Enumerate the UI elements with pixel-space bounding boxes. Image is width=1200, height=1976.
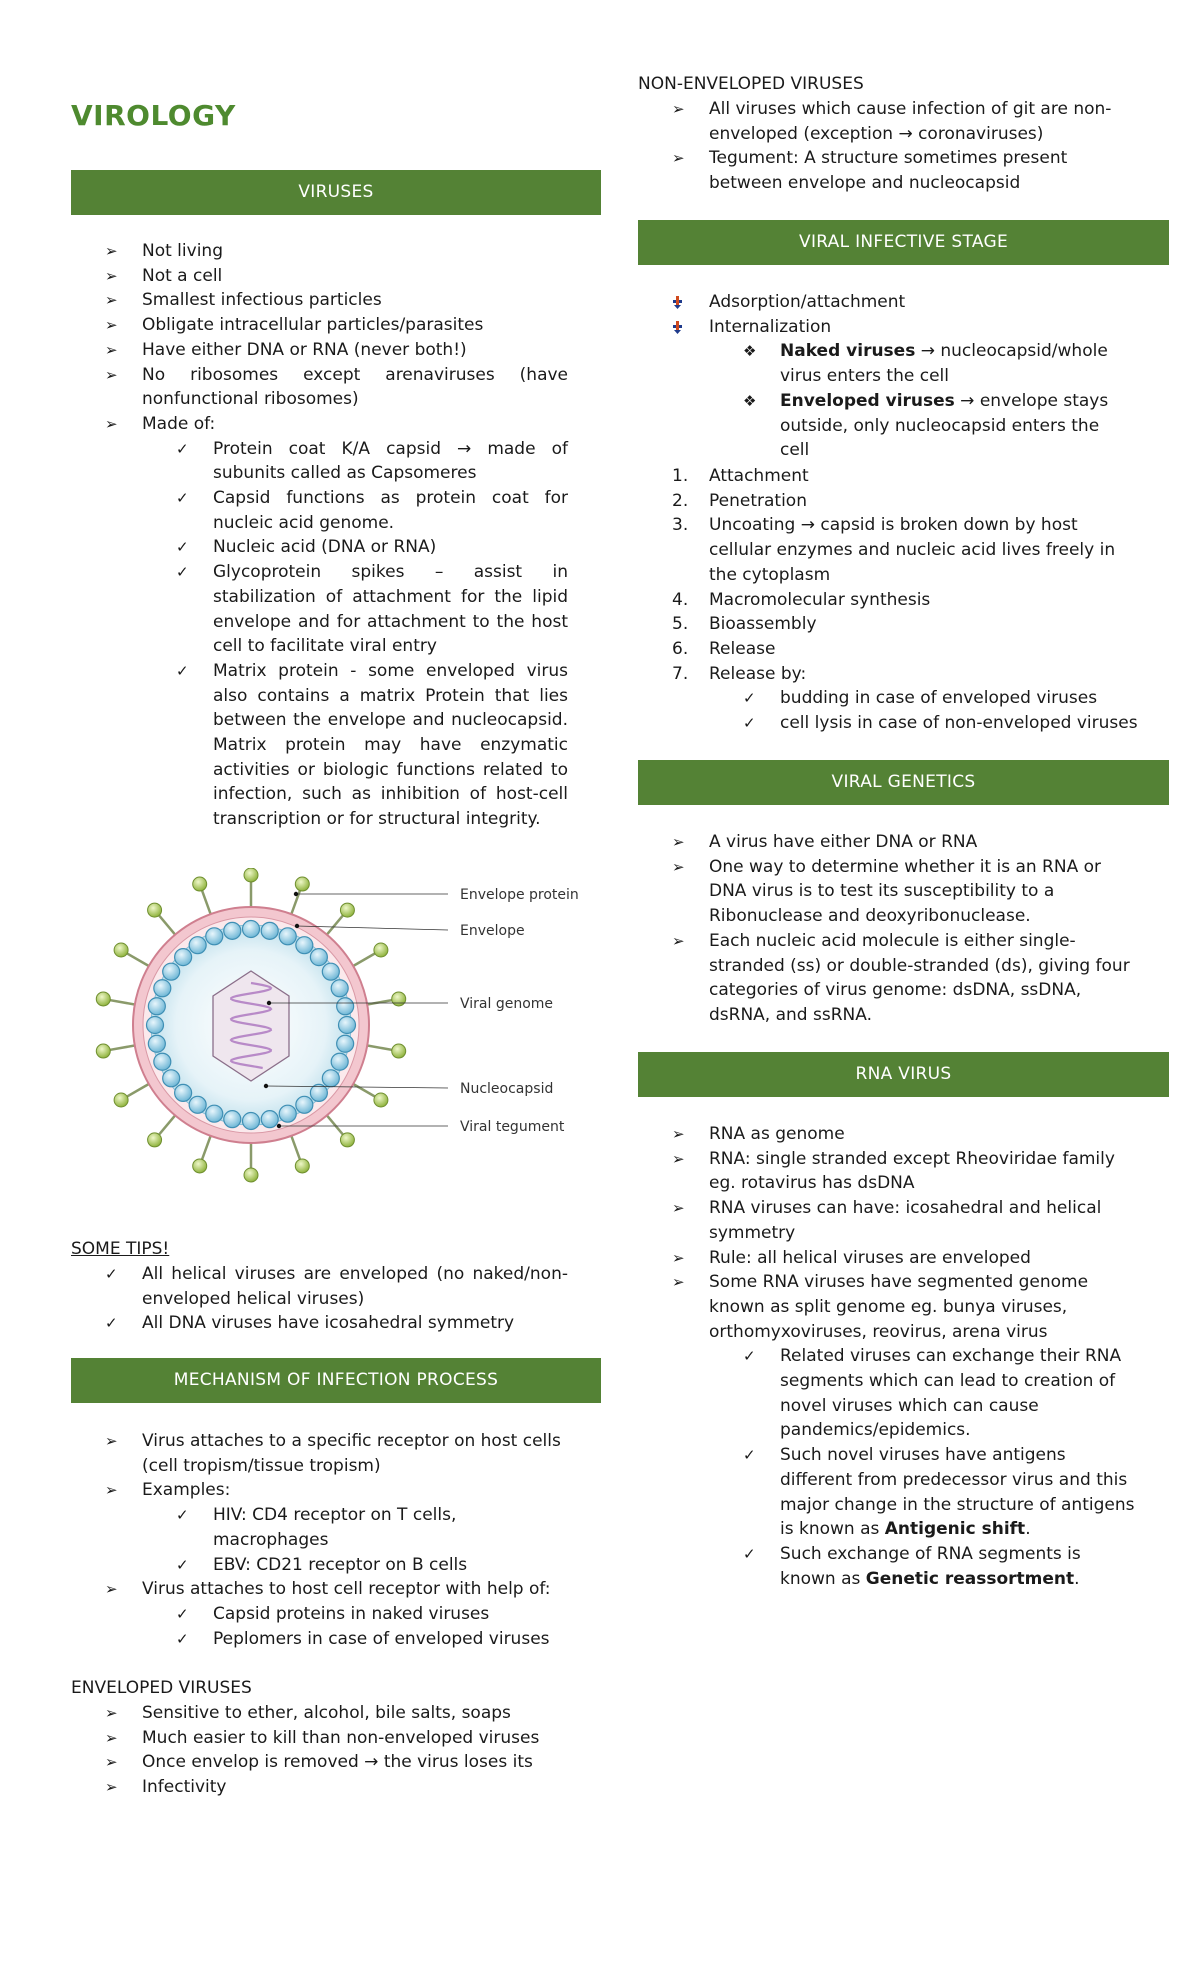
list-item: ➢ Rule: all helical viruses are enveloped xyxy=(638,1246,1141,1271)
spike-knob xyxy=(340,903,354,917)
capsomere-bead xyxy=(296,1096,313,1113)
list-item: ✓ budding in case of enveloped viruses xyxy=(709,686,1169,711)
spike-knob xyxy=(295,1159,309,1173)
arrow-bullet-icon: ➢ xyxy=(105,242,118,260)
spike-knob xyxy=(193,1159,207,1173)
checkmark-icon: ✓ xyxy=(743,1544,756,1563)
capsomere-bead xyxy=(189,1096,206,1113)
infective-list xyxy=(638,290,1169,463)
spike-knob xyxy=(244,1168,258,1182)
capsomere-bead xyxy=(154,980,171,997)
plus-arrow-bullet-icon xyxy=(673,320,685,334)
list-item: 6. Release xyxy=(672,638,776,659)
viruses-list xyxy=(71,239,601,832)
section-band-rna-virus: RNA VIRUS xyxy=(638,1052,1169,1097)
capsomere-bead xyxy=(148,998,165,1015)
list-item: ✓ Such exchange of RNA segments is known as Genetic reassortment. xyxy=(743,1543,1081,1589)
checkmark-icon: ✓ xyxy=(176,1555,189,1574)
checkmark-icon: ✓ xyxy=(176,489,189,508)
capsomere-bead xyxy=(224,1111,241,1128)
diamond-bullet-icon: ❖ xyxy=(743,342,757,361)
arrow-bullet-icon: ➢ xyxy=(105,1728,118,1747)
checkmark-icon: ✓ xyxy=(176,1629,189,1648)
list-item: ➢ RNA as genome xyxy=(638,1122,1141,1147)
list-item: Adsorption/attachment xyxy=(638,290,1169,315)
spike-knob xyxy=(96,992,110,1006)
list-item: ➢ Infectivity xyxy=(71,1775,601,1800)
capsomere-bead xyxy=(175,1084,192,1101)
list-item: ✓ EBV: CD21 receptor on B cells xyxy=(142,1553,568,1578)
list-item: ➢ Virus attaches to host cell receptor with help of: xyxy=(71,1577,601,1602)
list-item: ➢ Obligate intracellular particles/parasites xyxy=(71,313,601,338)
list-item: ➢ A virus have either DNA or RNA xyxy=(638,830,1141,855)
checkmark-icon: ✓ xyxy=(743,714,756,733)
list-item: ❖ Naked viruses → nucleocapsid/whole virus enters the cell xyxy=(743,341,1108,387)
non-enveloped-heading: NON-ENVELOPED VIRUSES xyxy=(638,74,864,94)
genetics-list xyxy=(638,830,1169,1028)
capsomere-bead xyxy=(322,1070,339,1087)
spike-knob xyxy=(295,877,309,891)
capsomere-bead xyxy=(224,922,241,939)
list-item: ✓ Such novel viruses have antigens different from predecessor virus and this major change in the structure of antigens is known as Antigenic shift. xyxy=(743,1445,1135,1540)
arrow-bullet-icon: ➢ xyxy=(672,833,685,851)
list-item: ✓ Nucleic acid (DNA or RNA) xyxy=(142,535,568,560)
checkmark-icon: ✓ xyxy=(176,1604,189,1623)
plus-arrow-bullet-icon xyxy=(673,295,685,309)
diamond-bullet-icon: ❖ xyxy=(743,391,757,410)
stages-list xyxy=(638,464,1169,736)
arrow-bullet-icon: ➢ xyxy=(105,1753,118,1772)
list-item: ✓ Capsid functions as protein coat for nucleic acid genome. xyxy=(176,488,568,533)
list-item: ❖ Enveloped viruses → envelope stays outside, only nucleocapsid enters the cell xyxy=(743,390,1109,461)
list-item: ➢ Made of: xyxy=(71,412,601,437)
list-item: ✓ Related viruses can exchange their RNA segments which can lead to creation of novel viruses which can cause pandemics/epidemics. xyxy=(743,1346,1122,1441)
capsomere-bead xyxy=(147,1017,164,1034)
capsomere-bead xyxy=(322,963,339,980)
list-item: ✓ Matrix protein - some enveloped virus also contains a matrix Protein that lies between the envelope and nucleocapsid. Matrix protein may have enzymatic activities or biologic functions related to infection, such as inhibition of host-cell transcription or for structural integrity. xyxy=(176,660,568,830)
capsomere-bead xyxy=(331,1053,348,1070)
list-item: ➢ No ribosomes except arenaviruses (have nonfunctional ribosomes) xyxy=(105,364,568,410)
list-item: 1. Attachment xyxy=(672,466,809,486)
capsomere-bead xyxy=(296,937,313,954)
arrow-bullet-icon: ➢ xyxy=(105,1432,118,1450)
leader-dot xyxy=(277,1124,281,1128)
capsomere-bead xyxy=(175,949,192,966)
list-item: ✓ Protein coat K/A capsid → made of subunits called as Capsomeres xyxy=(176,438,568,484)
arrow-bullet-icon: ➢ xyxy=(672,1125,685,1143)
capsomere-bead xyxy=(189,937,206,954)
list-item: ➢ Virus attaches to a specific receptor on host cells (cell tropism/tissue tropism) xyxy=(105,1431,561,1476)
arrow-bullet-icon: ➢ xyxy=(105,1704,118,1722)
arrow-bullet-icon: ➢ xyxy=(105,266,118,285)
list-item: ➢ Some RNA viruses have segmented genome known as split genome eg. bunya viruses, orthomyxoviruses, reovirus, arena virus xyxy=(672,1272,1089,1342)
section-band-mechanism: MECHANISM OF INFECTION PROCESS xyxy=(71,1358,601,1403)
list-item: ➢ RNA viruses can have: icosahedral and helical symmetry xyxy=(672,1198,1102,1243)
list-item: Internalization xyxy=(638,315,1169,340)
checkmark-icon: ✓ xyxy=(176,661,189,680)
list-item: ➢ Examples: xyxy=(71,1478,568,1503)
spike-knob xyxy=(392,992,406,1006)
spike-knob xyxy=(148,903,162,917)
arrow-bullet-icon: ➢ xyxy=(105,291,118,310)
leader-dot xyxy=(267,1001,271,1005)
checkmark-icon: ✓ xyxy=(105,1314,118,1333)
spike-knob xyxy=(148,1133,162,1147)
list-item: ➢ Not a cell xyxy=(71,264,601,289)
capsomere-bead xyxy=(310,949,327,966)
spike-knob xyxy=(392,1044,406,1058)
list-item: ➢ RNA: single stranded except Rheoviridae family eg. rotavirus has dsDNA xyxy=(672,1148,1115,1194)
checkmark-icon: ✓ xyxy=(105,1265,118,1283)
capsomere-bead xyxy=(243,1113,260,1130)
capsomere-bead xyxy=(206,928,223,945)
arrow-bullet-icon: ➢ xyxy=(105,365,118,384)
capsomere-bead xyxy=(337,998,354,1015)
mechanism-list xyxy=(71,1429,601,1651)
checkmark-icon: ✓ xyxy=(743,689,756,708)
arrow-bullet-icon: ➢ xyxy=(672,931,685,950)
arrow-bullet-icon: ➢ xyxy=(672,100,685,118)
label-viral-tegument: Viral tegument xyxy=(460,1119,565,1135)
list-item: ➢ Each nucleic acid molecule is either single-stranded (ss) or double-stranded (ds), giving four categories of virus genome: dsDNA, ssDNA, dsRNA, and ssRNA. xyxy=(672,930,1130,1025)
label-nucleocapsid: Nucleocapsid xyxy=(460,1081,554,1097)
label-envelope-protein: Envelope protein xyxy=(460,887,579,903)
arrow-bullet-icon: ➢ xyxy=(672,1273,685,1292)
spike-knob xyxy=(374,1093,388,1107)
tips-heading: SOME TIPS! xyxy=(71,1239,170,1259)
spike-knob xyxy=(374,943,388,957)
list-item: ✓ All DNA viruses have icosahedral symmetry xyxy=(71,1311,568,1336)
capsomere-bead xyxy=(279,1105,296,1122)
capsomere-bead xyxy=(261,922,278,939)
spike-knob xyxy=(114,1093,128,1107)
leader-dot xyxy=(264,1084,268,1088)
arrow-bullet-icon: ➢ xyxy=(672,1248,685,1267)
arrow-bullet-icon: ➢ xyxy=(672,1199,685,1218)
list-item: ➢ Sensitive to ether, alcohol, bile salts, soaps xyxy=(71,1701,601,1726)
checkmark-icon: ✓ xyxy=(176,439,189,458)
list-item: 2. Penetration xyxy=(672,490,807,511)
enveloped-heading: ENVELOPED VIRUSES xyxy=(71,1678,252,1698)
list-item: ➢ One way to determine whether it is an RNA or DNA virus is to test its susceptibility to a Ribonuclease and deoxyribonuclease. xyxy=(672,856,1102,927)
capsomere-bead xyxy=(163,1070,180,1087)
list-item: 5. Bioassembly xyxy=(672,614,817,635)
list-item: 7. Release by: xyxy=(672,663,807,684)
section-band-viral-genetics: VIRAL GENETICS xyxy=(638,760,1169,805)
list-item: 3. Uncoating → capsid is broken down by host cellular enzymes and nucleic acid lives freely in the cytoplasm xyxy=(672,515,1116,585)
capsomere-bead xyxy=(339,1017,356,1034)
capsomere-bead xyxy=(337,1035,354,1052)
arrow-bullet-icon: ➢ xyxy=(672,1149,685,1168)
capsomere-bead xyxy=(243,921,260,938)
page-title: VIROLOGY xyxy=(71,99,236,132)
capsomere-bead xyxy=(279,928,296,945)
checkmark-icon: ✓ xyxy=(743,1347,756,1366)
list-item: ✓ HIV: CD4 receptor on T cells, macrophages xyxy=(176,1505,457,1550)
arrow-bullet-icon: ➢ xyxy=(672,149,685,168)
tips-list xyxy=(71,1262,601,1336)
leader-dot xyxy=(294,892,298,896)
list-item: ✓ Capsid proteins in naked viruses xyxy=(142,1602,601,1627)
virus-structure-diagram xyxy=(71,868,601,1198)
list-item: ➢ Tegument: A structure sometimes present between envelope and nucleocapsid xyxy=(672,148,1068,194)
capsomere-bead xyxy=(206,1105,223,1122)
list-item: 4. Macromolecular synthesis xyxy=(672,589,931,610)
checkmark-icon: ✓ xyxy=(176,1506,189,1525)
capsomere-bead xyxy=(148,1035,165,1052)
arrow-bullet-icon: ➢ xyxy=(105,340,118,359)
spike-knob xyxy=(96,1044,110,1058)
list-item: ➢ Have either DNA or RNA (never both!) xyxy=(71,338,601,363)
list-item: ➢ Not living xyxy=(71,239,601,264)
list-item: ➢ Once envelop is removed → the virus loses its xyxy=(71,1750,601,1775)
checkmark-icon: ✓ xyxy=(743,1446,756,1465)
arrow-bullet-icon: ➢ xyxy=(105,1481,118,1500)
list-item: ➢ Much easier to kill than non-enveloped viruses xyxy=(71,1726,601,1751)
spike-knob xyxy=(340,1133,354,1147)
non-enveloped-list xyxy=(638,97,1169,196)
label-viral-genome: Viral genome xyxy=(460,996,554,1012)
arrow-bullet-icon: ➢ xyxy=(105,414,118,433)
section-band-viruses: VIRUSES xyxy=(71,170,601,215)
list-item: ✓ All helical viruses are enveloped (no naked/non-enveloped helical viruses) xyxy=(105,1264,568,1309)
list-item: ➢ All viruses which cause infection of git are non-enveloped (exception → coronaviruses) xyxy=(672,99,1112,144)
spike-knob xyxy=(193,877,207,891)
spike-knob xyxy=(114,943,128,957)
virus-diagram-svg xyxy=(71,868,601,1198)
leader-dot xyxy=(295,924,299,928)
spike-knob xyxy=(244,868,258,882)
list-item: ✓ Glycoprotein spikes – assist in stabilization of attachment for the lipid envelope and for attachment to the host cell to facilitate viral entry xyxy=(176,562,568,657)
capsomere-bead xyxy=(261,1111,278,1128)
checkmark-icon: ✓ xyxy=(176,538,189,557)
capsomere-bead xyxy=(163,963,180,980)
arrow-bullet-icon: ➢ xyxy=(105,316,118,335)
label-envelope: Envelope xyxy=(460,923,525,939)
capsomere-bead xyxy=(154,1053,171,1070)
checkmark-icon: ✓ xyxy=(176,563,189,582)
arrow-bullet-icon: ➢ xyxy=(105,1580,118,1599)
section-band-viral-infective-stage: VIRAL INFECTIVE STAGE xyxy=(638,220,1169,265)
rna-list xyxy=(638,1122,1169,1591)
arrow-bullet-icon: ➢ xyxy=(105,1778,118,1797)
arrow-bullet-icon: ➢ xyxy=(672,857,685,876)
list-item: ➢ Smallest infectious particles xyxy=(71,288,601,313)
capsomere-bead xyxy=(331,980,348,997)
enveloped-list xyxy=(71,1701,601,1800)
list-item: ✓ Peplomers in case of enveloped viruses xyxy=(142,1627,601,1652)
list-item: ✓ cell lysis in case of non-enveloped viruses xyxy=(709,711,1169,736)
